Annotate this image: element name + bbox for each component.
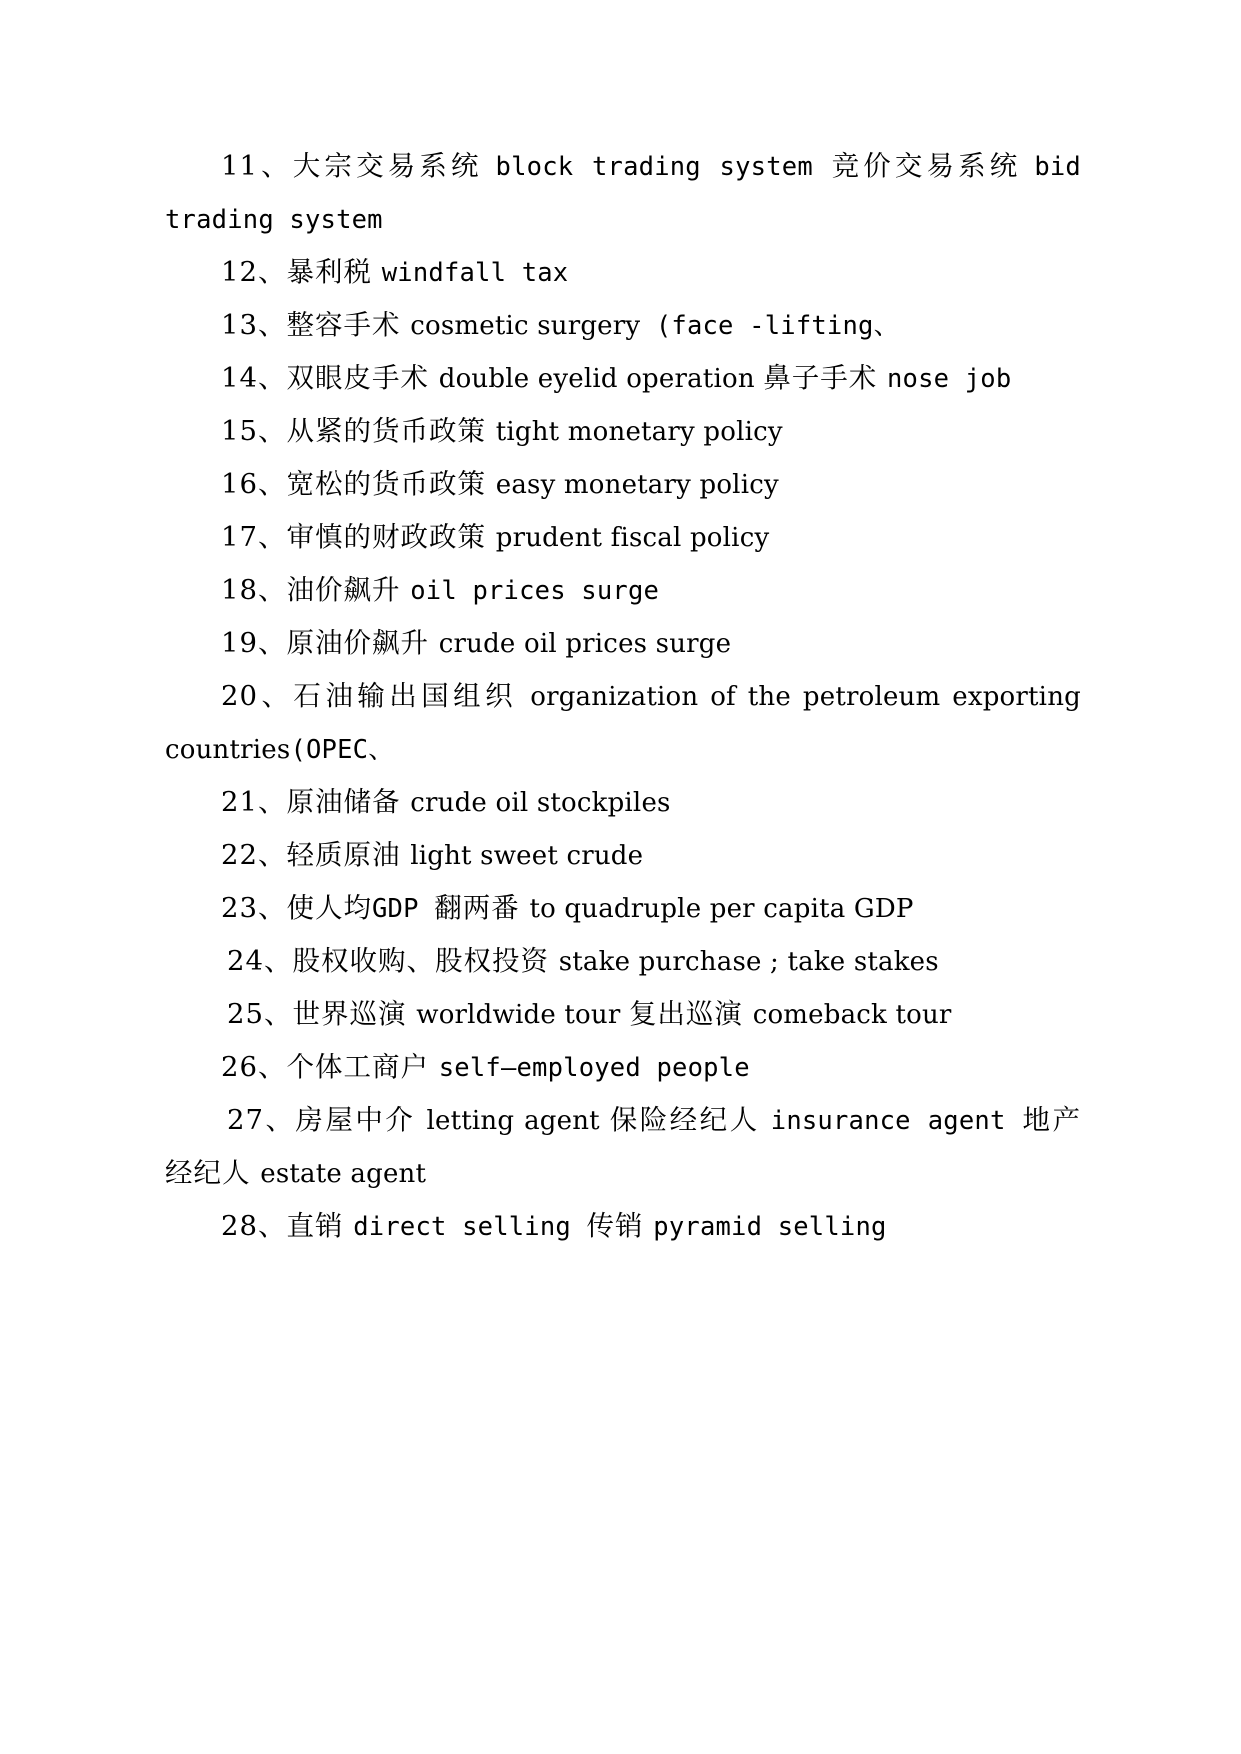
glossary-entry bbox=[165, 458, 1081, 511]
chinese-term: 18、油价飙升 bbox=[221, 574, 411, 606]
glossary-entry bbox=[165, 988, 1081, 1041]
chinese-term: 22、轻质原油 bbox=[221, 839, 411, 871]
glossary-list bbox=[165, 140, 1081, 1253]
english-term: double eyelid operation bbox=[438, 364, 764, 394]
glossary-entry bbox=[165, 829, 1081, 882]
glossary-entry bbox=[165, 935, 1081, 988]
glossary-entry bbox=[165, 882, 1081, 935]
english-term: tight monetary policy bbox=[495, 417, 783, 447]
chinese-term: 27、房屋中介 bbox=[227, 1104, 427, 1136]
chinese-term: 11、大宗交易系统 bbox=[221, 150, 496, 182]
chinese-term: 复出巡演 bbox=[628, 998, 753, 1030]
glossary-entry bbox=[165, 140, 1081, 246]
chinese-term: 28、直销 bbox=[221, 1210, 354, 1242]
english-term: direct selling bbox=[353, 1212, 587, 1242]
chinese-term: 20、石油输出国组织 bbox=[221, 680, 531, 712]
english-term: nose job bbox=[886, 364, 1012, 394]
english-term: comeback tour bbox=[752, 1000, 952, 1030]
english-term: crude oil prices surge bbox=[438, 629, 732, 659]
english-term: oil prices surge bbox=[410, 576, 660, 606]
chinese-term: 14、双眼皮手术 bbox=[221, 362, 439, 394]
english-term: (face -lifting、 bbox=[640, 311, 900, 341]
glossary-entry bbox=[165, 1041, 1081, 1094]
chinese-term: 15、从紧的货币政策 bbox=[221, 415, 496, 447]
chinese-term: 25、世界巡演 bbox=[227, 998, 417, 1030]
glossary-entry bbox=[165, 299, 1081, 352]
english-term: worldwide tour bbox=[416, 1000, 629, 1030]
chinese-term: 鼻子手术 bbox=[763, 362, 887, 394]
chinese-term: 保险经纪人 bbox=[609, 1104, 771, 1136]
english-term: estate agent bbox=[260, 1159, 427, 1189]
glossary-entry bbox=[165, 670, 1081, 776]
english-term: letting agent bbox=[426, 1106, 610, 1136]
chinese-term: 竞价交易系统 bbox=[831, 150, 1035, 182]
english-term: organization of the petroleum exporting countries bbox=[165, 682, 1081, 765]
glossary-entry bbox=[165, 1094, 1081, 1200]
chinese-term: 13、整容手术 bbox=[221, 309, 411, 341]
english-term: GDP bbox=[372, 894, 435, 924]
english-term: stake purchase ; take stakes bbox=[558, 947, 939, 977]
english-term: block trading system bbox=[495, 152, 832, 182]
chinese-term: 21、原油储备 bbox=[221, 786, 411, 818]
english-term: bid trading system bbox=[165, 152, 1081, 235]
english-term: easy monetary policy bbox=[495, 470, 779, 500]
glossary-entry bbox=[165, 352, 1081, 405]
english-term: to quadruple per capita GDP bbox=[529, 894, 914, 924]
glossary-entry bbox=[165, 405, 1081, 458]
english-term: cosmetic surgery bbox=[410, 311, 641, 341]
chinese-term: 翻两番 bbox=[434, 892, 530, 924]
glossary-entry bbox=[165, 617, 1081, 670]
chinese-term: 16、宽松的货币政策 bbox=[221, 468, 496, 500]
english-term: crude oil stockpiles bbox=[410, 788, 671, 818]
chinese-term: 传销 bbox=[586, 1210, 654, 1242]
english-term: insurance agent bbox=[770, 1106, 1023, 1136]
english-term: self—employed people bbox=[438, 1053, 750, 1083]
glossary-entry bbox=[165, 511, 1081, 564]
chinese-term: 23、使人均 bbox=[221, 892, 372, 924]
glossary-entry bbox=[165, 564, 1081, 617]
chinese-term: 24、股权收购、股权投资 bbox=[227, 945, 559, 977]
english-term: pyramid selling bbox=[653, 1212, 887, 1242]
english-term: light sweet crude bbox=[410, 841, 644, 871]
glossary-entry bbox=[165, 1200, 1081, 1253]
glossary-entry bbox=[165, 776, 1081, 829]
english-term: prudent fiscal policy bbox=[495, 523, 770, 553]
english-term: windfall tax bbox=[381, 258, 569, 288]
english-term: (OPEC、 bbox=[290, 735, 394, 765]
chinese-term: 12、暴利税 bbox=[221, 256, 382, 288]
chinese-term: 19、原油价飙升 bbox=[221, 627, 439, 659]
chinese-term: 地产经纪人 bbox=[165, 1104, 1081, 1189]
chinese-term: 26、个体工商户 bbox=[221, 1051, 439, 1083]
glossary-entry bbox=[165, 246, 1081, 299]
chinese-term: 17、审慎的财政政策 bbox=[221, 521, 496, 553]
